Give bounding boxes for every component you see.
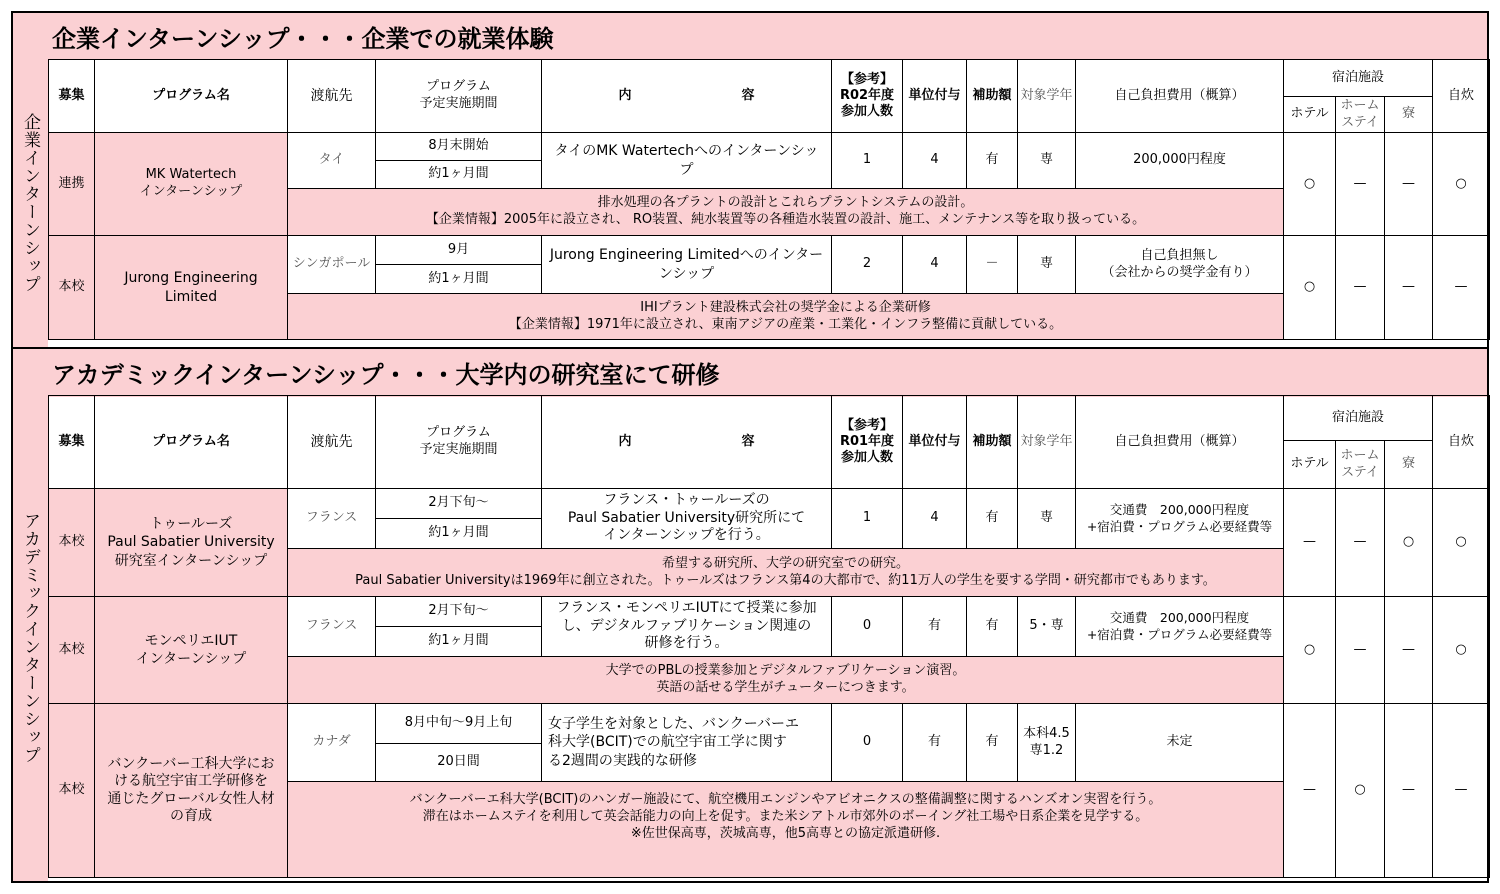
destination: タイ <box>288 133 376 189</box>
destination: カナダ <box>288 704 376 782</box>
header-hotel: ホテル <box>1284 97 1336 133</box>
cost: 未定 <box>1076 704 1284 782</box>
participants: 1 <box>832 489 903 549</box>
header-content: 内 容 <box>542 396 832 489</box>
credits: 4 <box>903 133 967 189</box>
academic-section-title: アカデミックインターンシップ・・・大学内の研究室にて研修 <box>52 361 720 389</box>
period-start: 2月下旬～ <box>376 489 542 519</box>
content: Jurong Engineering Limitedへのインター ンシップ <box>542 236 832 294</box>
selfcook-mark: ○ <box>1433 489 1490 597</box>
header-homestay: ホーム ステイ <box>1336 441 1385 489</box>
header-subsidy: 補助額 <box>967 60 1018 133</box>
period-start: 8月中旬～9月上旬 <box>376 704 542 744</box>
header-recruit: 募集 <box>49 396 95 489</box>
period-duration: 約1ヶ月間 <box>376 627 542 657</box>
header-cost: 自己負担費用（概算） <box>1076 396 1284 489</box>
program-name: Jurong Engineering Limited <box>95 236 288 340</box>
content: タイのMK Watertechへのインターンシッ プ <box>542 133 832 189</box>
header-participants: 【参考】 R01年度 参加人数 <box>832 396 903 489</box>
cost: 200,000円程度 <box>1076 133 1284 189</box>
program-name: トゥールーズ Paul Sabatier University 研究室インターンシップ <box>95 489 288 597</box>
program-name: MK Watertech インターンシップ <box>95 133 288 236</box>
recruit-cell: 本校 <box>49 704 95 878</box>
cost: 交通費 200,000円程度 +宿泊費・プログラム必要経費等 <box>1076 489 1284 549</box>
period-duration: 約1ヶ月間 <box>376 265 542 294</box>
period-duration: 20日間 <box>376 744 542 782</box>
homestay-mark: — <box>1336 489 1385 597</box>
description: 排水処理の各プラントの設計とこれらプラントシステムの設計。 【企業情報】2005年に設立され、 RO装置、純水装置等の各種造水装置の設計、施工、メンテナンス等を取り扱っている。 <box>288 189 1284 236</box>
header-subsidy: 補助額 <box>967 396 1018 489</box>
grade: 専 <box>1018 133 1076 189</box>
hotel-mark: ○ <box>1284 236 1336 340</box>
participants: 1 <box>832 133 903 189</box>
header-program: プログラム名 <box>95 396 288 489</box>
destination: シンガポール <box>288 236 376 294</box>
credits: 有 <box>903 597 967 657</box>
period-duration: 約1ヶ月間 <box>376 161 542 189</box>
period-duration: 約1ヶ月間 <box>376 519 542 549</box>
destination: フランス <box>288 489 376 549</box>
homestay-mark: — <box>1336 236 1385 340</box>
period-start: 8月末開始 <box>376 133 542 161</box>
corporate-side-label: 企業インターンシップ <box>20 113 40 293</box>
selfcook-mark: ○ <box>1433 597 1490 704</box>
header-lodging: 宿泊施設 <box>1284 60 1433 97</box>
description: 希望する研究所、大学の研究室での研究。 Paul Sabatier Universityは1969年に創立された。トゥールズはフランス第4の大都市で、約11万人の学生を要する学問・研究都市でもあります。 <box>288 549 1284 597</box>
selfcook-mark: ○ <box>1433 133 1490 236</box>
grade: 本科4.5 専1.2 <box>1018 704 1076 782</box>
header-period: プログラム 予定実施期間 <box>376 396 542 489</box>
content: フランス・モンペリエIUTにて授業に参加 し、デジタルファブリケーション関連の 研修を行う。 <box>542 597 832 657</box>
destination: フランス <box>288 597 376 657</box>
credits: 有 <box>903 704 967 782</box>
header-hotel: ホテル <box>1284 441 1336 489</box>
header-participants: 【参考】 R02年度 参加人数 <box>832 60 903 133</box>
grade: 5・専 <box>1018 597 1076 657</box>
header-credits: 単位付与 <box>903 396 967 489</box>
header-selfcook: 自炊 <box>1433 60 1490 133</box>
academic-side-label: アカデミックインターンシップ <box>20 512 40 764</box>
selfcook-mark: — <box>1433 236 1490 340</box>
header-dorm: 寮 <box>1385 97 1433 133</box>
header-homestay: ホーム ステイ <box>1336 97 1385 133</box>
header-recruit: 募集 <box>49 60 95 133</box>
subsidy: 有 <box>967 704 1018 782</box>
recruit-cell: 本校 <box>49 489 95 597</box>
header-credits: 単位付与 <box>903 60 967 133</box>
cost: 自己負担無し （会社からの奨学金有り） <box>1076 236 1284 294</box>
dorm-mark: — <box>1385 236 1433 340</box>
program-name: バンクーバー工科大学にお ける航空宇宙工学研修を 通じたグローバル女性人材 の育成 <box>95 704 288 878</box>
content: フランス・トゥールーズの Paul Sabatier University研究所にて インターンシップを行う。 <box>542 489 832 549</box>
header-lodging: 宿泊施設 <box>1284 396 1433 441</box>
header-dorm: 寮 <box>1385 441 1433 489</box>
subsidy: 有 <box>967 597 1018 657</box>
participants: 0 <box>832 704 903 782</box>
grade: 専 <box>1018 236 1076 294</box>
header-cost: 自己負担費用（概算） <box>1076 60 1284 133</box>
description: IHIプラント建設株式会社の奨学金による企業研修 【企業情報】1971年に設立され、東南アジアの産業・工業化・インフラ整備に貢献している。 <box>288 294 1284 340</box>
participants: 2 <box>832 236 903 294</box>
corporate-section-title: 企業インターンシップ・・・企業での就業体験 <box>52 25 554 53</box>
subsidy: 有 <box>967 489 1018 549</box>
period-start: 2月下旬～ <box>376 597 542 627</box>
dorm-mark: — <box>1385 704 1433 878</box>
dorm-mark: — <box>1385 133 1433 236</box>
homestay-mark: — <box>1336 597 1385 704</box>
header-destination: 渡航先 <box>288 60 376 133</box>
recruit-cell: 本校 <box>49 236 95 340</box>
grade: 専 <box>1018 489 1076 549</box>
content: 女子学生を対象とした、バンクーバーエ 科大学(BCIT)での航空宇宙工学に関す る2週間の実践的な研修 <box>542 704 832 782</box>
corporate-table <box>48 59 1490 340</box>
description: 大学でのPBLの授業参加とデジタルファブリケーション演習。 英語の話せる学生がチューターにつきます。 <box>288 657 1284 704</box>
homestay-mark: ○ <box>1336 704 1385 878</box>
dorm-mark: ○ <box>1385 489 1433 597</box>
credits: 4 <box>903 236 967 294</box>
hotel-mark: — <box>1284 704 1336 878</box>
subsidy: － <box>967 236 1018 294</box>
selfcook-mark: — <box>1433 704 1490 878</box>
header-grade: 対象学年 <box>1018 60 1076 133</box>
recruit-cell: 本校 <box>49 597 95 704</box>
program-name: モンペリエIUT インターンシップ <box>95 597 288 704</box>
header-period: プログラム 予定実施期間 <box>376 60 542 133</box>
subsidy: 有 <box>967 133 1018 189</box>
description: バンクーバーエ科大学(BCIT)のハンガー施設にて、航空機用エンジンやアビオニクスの整備調整に関するハンズオン実習を行う。 滞在はホームステイを利用して英会話能力の向上を促す。また米シアトル市郊外のボーイング社工場や日系企業を見学する。 ※佐世保高専，茨城高専，他5高専との協定派遣研修. <box>288 782 1284 878</box>
header-destination: 渡航先 <box>288 396 376 489</box>
dorm-mark: — <box>1385 597 1433 704</box>
credits: 4 <box>903 489 967 549</box>
header-program: プログラム名 <box>95 60 288 133</box>
hotel-mark: — <box>1284 489 1336 597</box>
participants: 0 <box>832 597 903 657</box>
recruit-cell: 連携 <box>49 133 95 236</box>
homestay-mark: — <box>1336 133 1385 236</box>
header-content: 内 容 <box>542 60 832 133</box>
cost: 交通費 200,000円程度 +宿泊費・プログラム必要経費等 <box>1076 597 1284 657</box>
hotel-mark: ○ <box>1284 597 1336 704</box>
header-selfcook: 自炊 <box>1433 396 1490 489</box>
hotel-mark: ○ <box>1284 133 1336 236</box>
academic-table <box>48 395 1490 878</box>
header-grade: 対象学年 <box>1018 396 1076 489</box>
period-start: 9月 <box>376 236 542 265</box>
